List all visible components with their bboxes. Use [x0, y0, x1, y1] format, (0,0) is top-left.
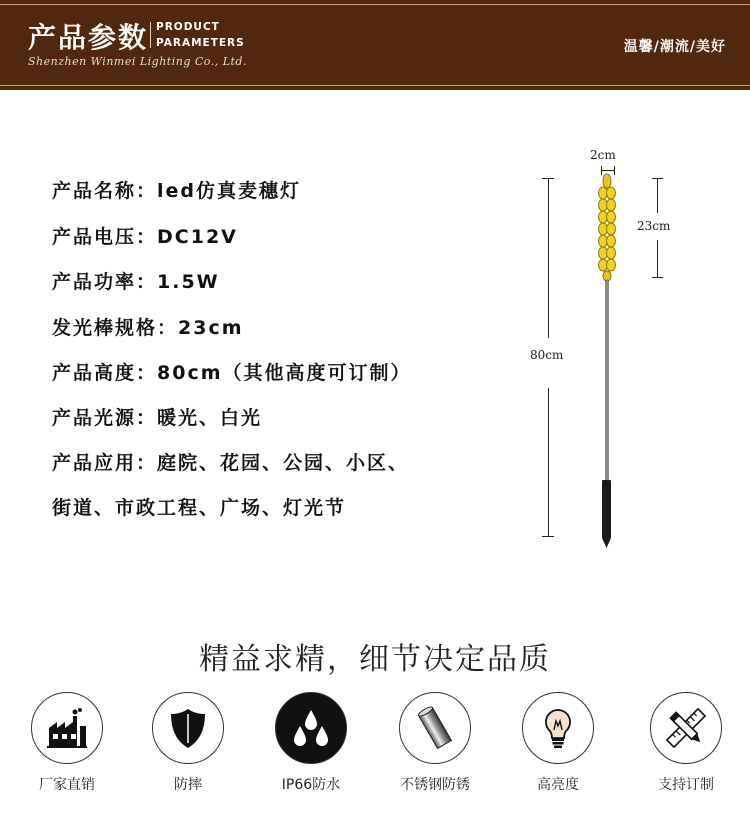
banner-bottom-line [0, 85, 750, 86]
dim-width-line [601, 170, 615, 171]
spec-label: 产品光源： [52, 407, 158, 429]
lamp-stem [606, 280, 609, 480]
feature-label: 厂家直销 [39, 777, 95, 793]
spec-row-rod-size [52, 313, 244, 340]
dim-total-line-top [548, 178, 549, 338]
lamp-spike-sleeve [602, 480, 611, 538]
steel-tube-icon [412, 705, 458, 751]
dim-total-label: 80cm [530, 348, 564, 362]
spec-row-application-cont [52, 493, 346, 520]
feature-high-brightness [498, 692, 618, 794]
dim-total-line-bottom [548, 388, 549, 536]
spec-row-light-source [52, 403, 262, 430]
title-divider [150, 22, 151, 48]
feature-label: 防摔 [174, 777, 202, 793]
wheat-head [599, 174, 616, 281]
water-drops-icon [287, 704, 335, 752]
dim-width-label: 2cm [590, 148, 616, 162]
feature-label: IP66防水 [281, 777, 341, 793]
spec-row-height [52, 358, 412, 385]
dim-total-bottom-tick [542, 536, 554, 537]
spec-label: 产品名称： [52, 180, 158, 202]
feature-factory-direct [7, 692, 127, 794]
feature-circle [522, 692, 594, 764]
dim-head-line-bottom [657, 240, 658, 277]
spec-value: 庭院、花园、公园、小区、 [157, 452, 410, 474]
spec-value: led仿真麦穗灯 [157, 180, 302, 202]
feature-customizable [626, 692, 746, 794]
spec-value: 23cm [178, 317, 244, 339]
title-en-line1: PRODUCT [156, 21, 220, 33]
feature-label: 高亮度 [537, 777, 579, 793]
spec-label: 发光棒规格： [52, 317, 179, 339]
product-wheat-lamp [590, 172, 630, 548]
dim-head-bottom-tick [652, 277, 663, 278]
feature-circle [399, 692, 471, 764]
spec-label: 产品电压： [52, 226, 158, 248]
spec-value: 80cm（其他高度可订制） [157, 362, 412, 384]
shield-icon [166, 706, 210, 750]
feature-label: 不锈钢防锈 [400, 777, 470, 793]
feature-circle [152, 692, 224, 764]
spec-label: 产品功率： [52, 271, 158, 293]
feature-circle [650, 692, 722, 764]
feature-stainless-steel [375, 692, 495, 794]
feature-shockproof [128, 692, 248, 794]
spec-row-name [52, 176, 301, 203]
feature-label: 支持订制 [658, 777, 714, 793]
spec-label: 产品应用： [52, 452, 158, 474]
header-banner [0, 0, 750, 90]
lamp-spike-tip [602, 538, 611, 548]
title-en-line2: PARAMETERS [156, 37, 245, 49]
dim-head-label: 23cm [637, 219, 671, 233]
feature-waterproof [251, 692, 371, 794]
spec-label: 产品高度： [52, 362, 158, 384]
page-title: 产品参数 [28, 21, 149, 54]
banner-top-line [0, 4, 750, 5]
spec-row-application [52, 448, 409, 475]
feature-circle [31, 692, 103, 764]
quality-title: 精益求精，细节决定品质 [199, 642, 551, 677]
slogan: 温馨/潮流/美好 [623, 39, 726, 55]
spec-value: 1.5W [157, 271, 220, 293]
ruler-pencil-icon [663, 705, 709, 751]
spec-value: 街道、市政工程、广场、灯光节 [52, 497, 347, 519]
spec-row-voltage [52, 222, 238, 249]
spec-row-power [52, 267, 220, 294]
spec-value: 暖光、白光 [157, 407, 263, 429]
factory-icon [45, 706, 89, 750]
spec-value: DC12V [157, 226, 238, 248]
feature-circle [275, 692, 347, 764]
dim-head-line-top [657, 178, 658, 213]
light-bulb-icon [536, 706, 580, 750]
company-name: Shenzhen Winmei Lighting Co., Ltd. [28, 55, 247, 68]
